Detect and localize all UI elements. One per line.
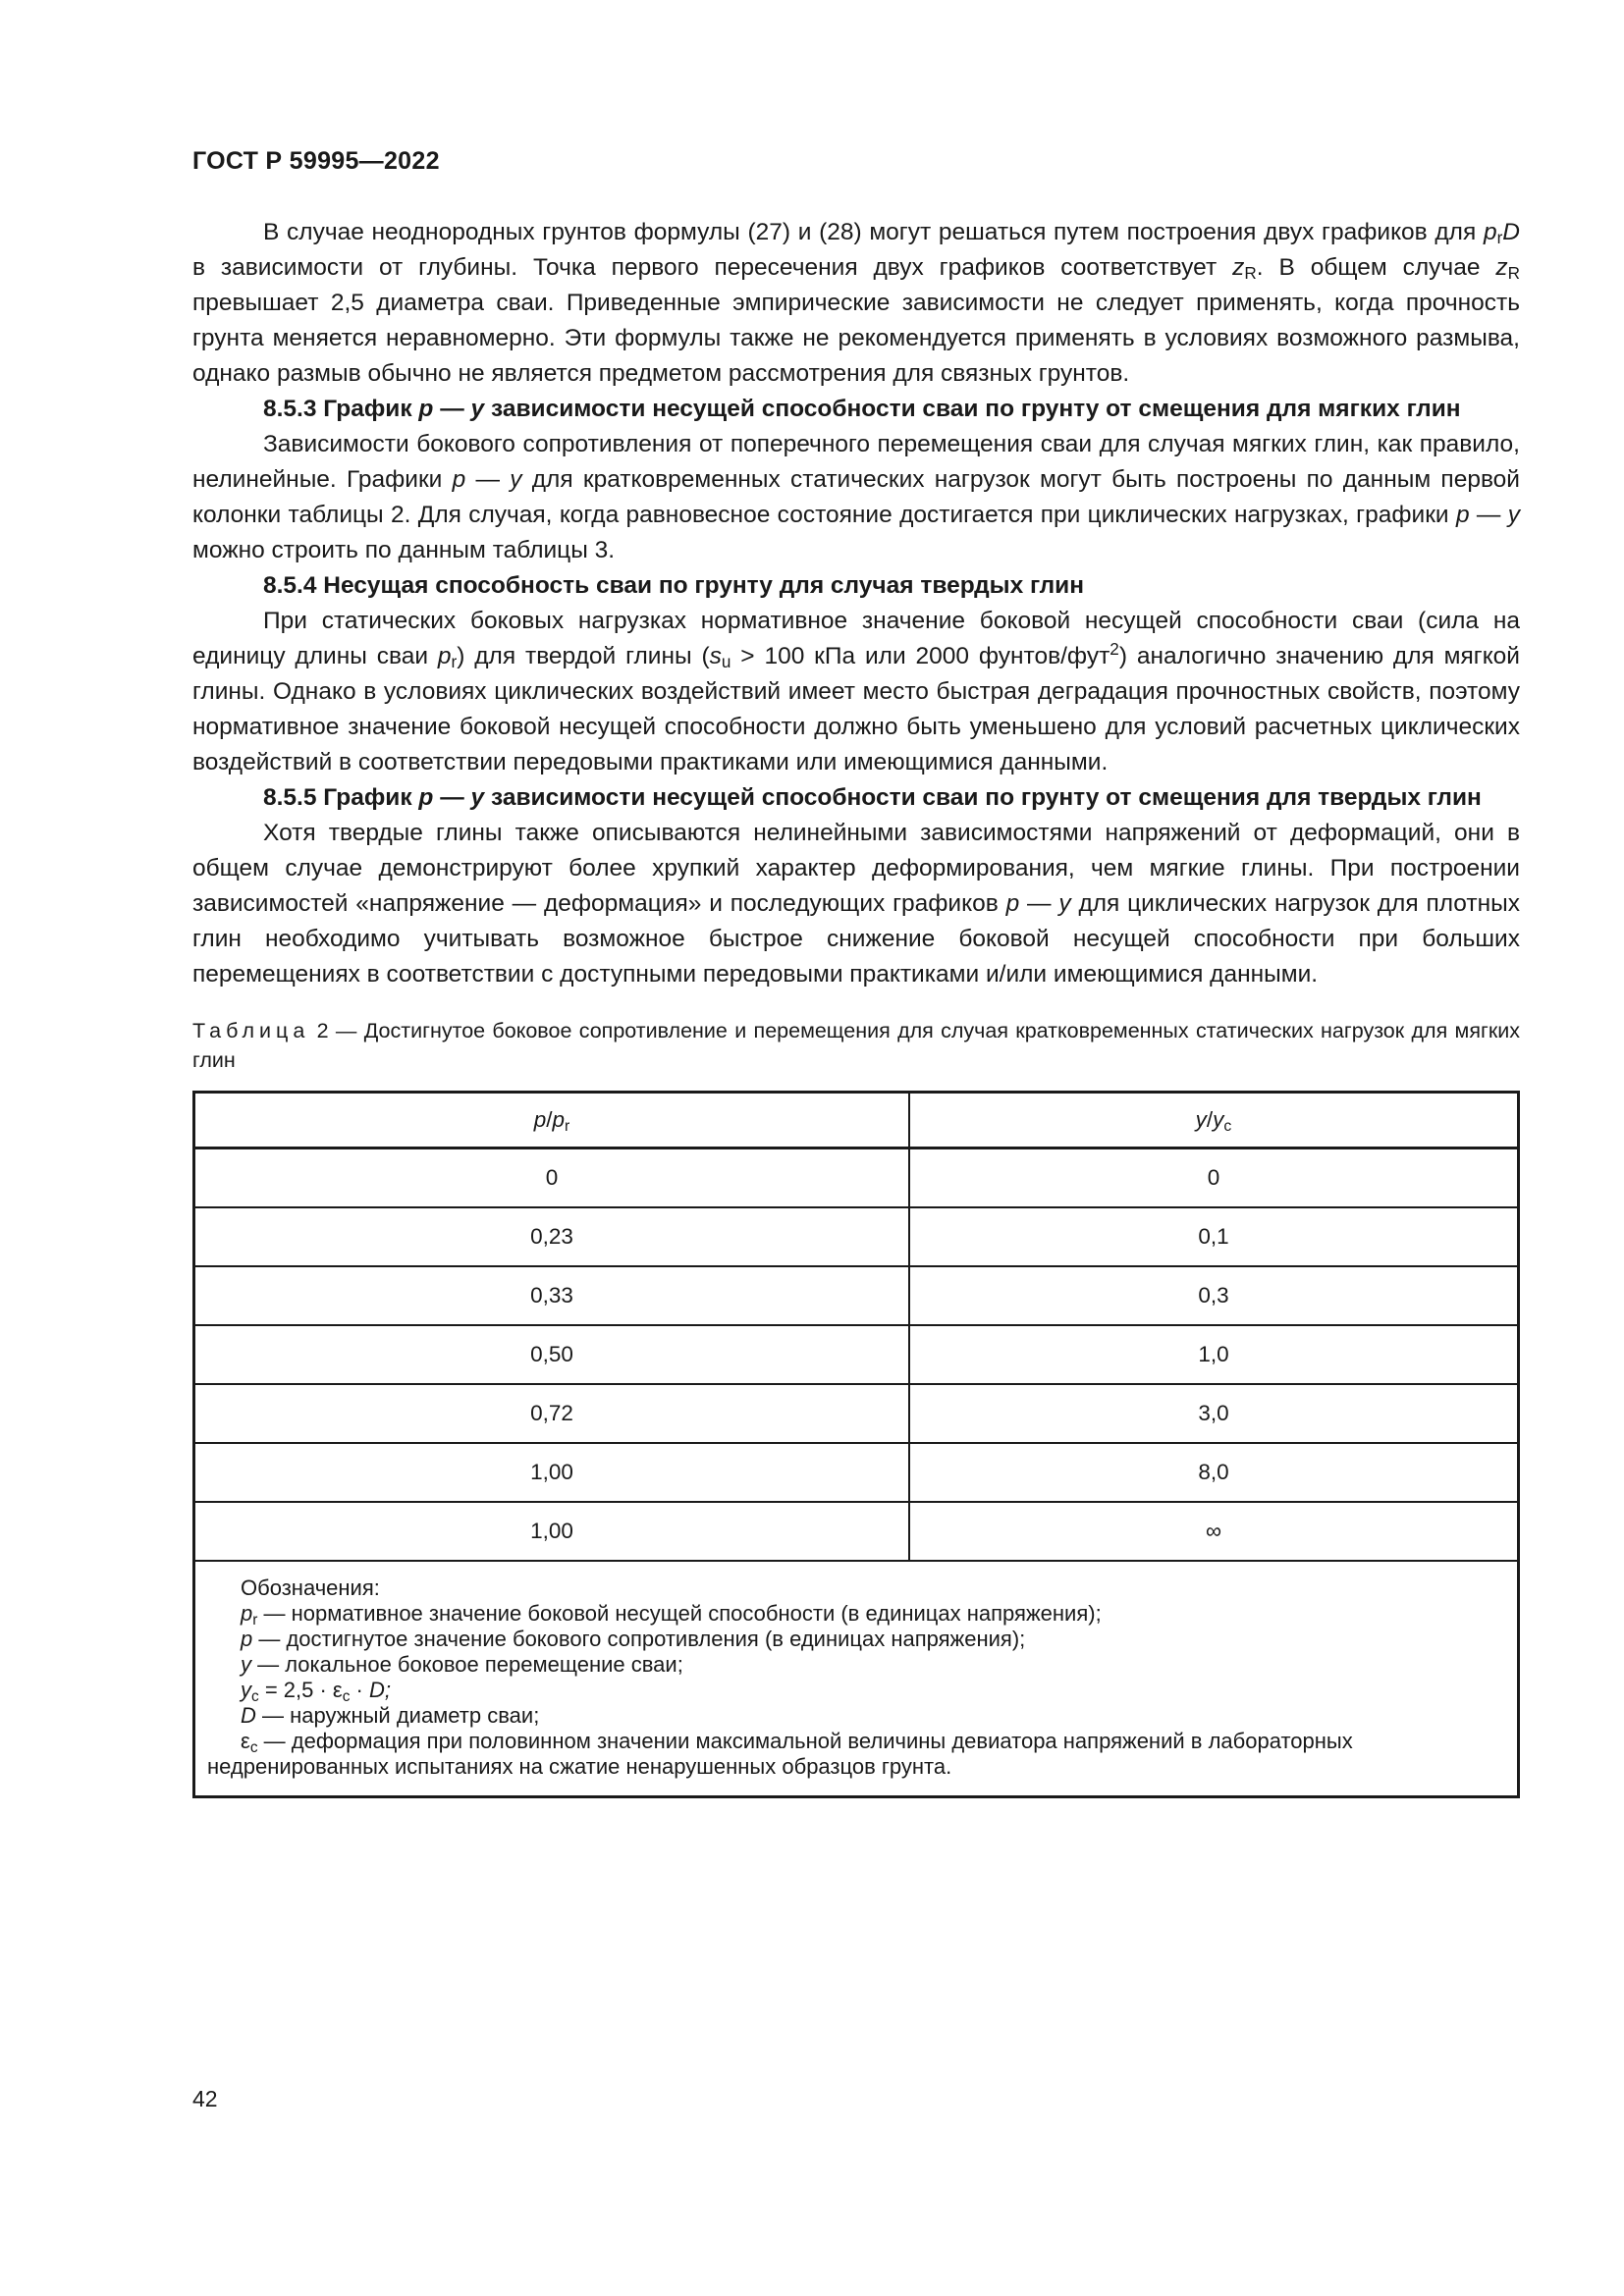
table-cell: ∞ [909, 1502, 1519, 1561]
table-cell: 0,23 [194, 1207, 909, 1266]
table-row [194, 1325, 1519, 1384]
table-row [194, 1443, 1519, 1502]
table-row [194, 1502, 1519, 1561]
paragraph-stiff-clay-curves: Хотя твердые глины также описываются нелинейными зависимостями напряжений от деформаций, они в общем случае демонстрируют более хрупкий характер деформирования, чем мягкие глины. При построении зависимостей «напряжение — деформация» и последующих графиков p — y для циклических нагрузок для плотных глин необходимо учитывать возможное быстрое снижение боковой несущей способности при больших перемещениях в соответствии с доступными передовыми практиками и/или имеющимися данными. [192, 820, 1520, 988]
table-row [194, 1384, 1519, 1443]
table-row [194, 1148, 1519, 1208]
table-cell: 0,72 [194, 1384, 909, 1443]
table-notes [194, 1561, 1519, 1797]
column-header-y-ratio: $y/y_c$ [909, 1093, 1519, 1148]
note-y: y — локальное боковое перемещение сваи; [241, 1652, 683, 1677]
section-heading-8-5-5: 8.5.5 График p — y зависимости несущей способности сваи по грунту от смещения для твердых глин [263, 784, 1482, 811]
document-header: ГОСТ Р 59995—2022 [192, 147, 440, 175]
note-epsilon-c: $\varepsilon_c$ — деформация при половинном значении максимальной величины девиатора напряжений в лабораторных недренированных испытаниях на сжатие ненарушенных образцов грунта. [207, 1729, 1353, 1779]
table-cell: 0,3 [909, 1266, 1519, 1325]
note-d: D — наружный диаметр сваи; [241, 1703, 540, 1728]
table-row [194, 1207, 1519, 1266]
table-cell: 1,00 [194, 1443, 909, 1502]
page-number: 42 [192, 2086, 218, 2111]
table-cell: 3,0 [909, 1384, 1519, 1443]
table-cell: 1,0 [909, 1325, 1519, 1384]
table-cell: 0,50 [194, 1325, 909, 1384]
table-caption: Таблица 2 — Достигнутое боковое сопротивление и перемещения для случая кратковременных статических нагрузок для мягких глин [192, 1019, 1520, 1072]
notes-title: Обозначения: [241, 1575, 380, 1600]
data-table [192, 1091, 1520, 1798]
note-pr: $p_r$ — нормативное значение боковой несущей способности (в единицах напряжения); [241, 1601, 1102, 1629]
table-cell: 1,00 [194, 1502, 909, 1561]
document-page [192, 147, 1520, 1798]
note-p: p — достигнутое значение бокового сопротивления (в единицах напряжения); [241, 1627, 1026, 1651]
table-header-row [194, 1093, 1519, 1148]
note-yc: $y_c = 2,5 \cdot \varepsilon_c \cdot D$; [241, 1678, 391, 1705]
column-header-p-ratio: $p/p_r$ [194, 1093, 909, 1148]
table-cell: 0 [909, 1148, 1519, 1208]
section-heading-8-5-3: 8.5.3 График p — y зависимости несущей способности сваи по грунту от смещения для мягких глин [263, 396, 1461, 422]
table-cell: 0,33 [194, 1266, 909, 1325]
table-notes-row [194, 1561, 1519, 1797]
table-cell: 0,1 [909, 1207, 1519, 1266]
paragraph-soft-clay-curves: Зависимости бокового сопротивления от поперечного перемещения сваи для случая мягких глин, как правило, нелинейные. Графики p — y для кратковременных статических нагрузок могут быть построены по данным первой колонки таблицы 2. Для случая, когда равновесное состояние достигается при циклических нагрузках, графики p — y можно строить по данным таблицы 3. [192, 431, 1520, 563]
table-cell: 8,0 [909, 1443, 1519, 1502]
table-row [194, 1266, 1519, 1325]
section-heading-8-5-4: 8.5.4 Несущая способность сваи по грунту для случая твердых глин [263, 572, 1085, 599]
paragraph-heterogeneous-soils: В случае неоднородных грунтов формулы (27) и (28) могут решаться путем построения двух графиков для $p_rD$ в зависимости от глубины. Точка первого пересечения двух графиков соответствует $z_R$. В общем случае $z_R$ превышает 2,5 диаметра сваи. Приведенные эмпирические зависимости не следует применять, когда прочность грунта меняется неравномерно. Эти формулы также не рекомендуется применять в условиях возможного размыва, однако размыв обычно не является предметом рассмотрения для связных грунтов. [192, 219, 1520, 387]
paragraph-stiff-clay-capacity: При статических боковых нагрузках нормативное значение боковой несущей способности сваи (сила на единицу длины сваи $p_r$) для твердой глины ($s_u > 100$ кПа или 2000 фунтов/фут$^2$) аналогично значению для мягкой глины. Однако в условиях циклических воздействий имеет место быстрая деградация прочностных свойств, поэтому нормативное значение боковой несущей способности должно быть уменьшено для условий расчетных циклических воздействий в соответствии передовыми практиками или имеющимися данными. [192, 608, 1520, 775]
table-cell: 0 [194, 1148, 909, 1208]
